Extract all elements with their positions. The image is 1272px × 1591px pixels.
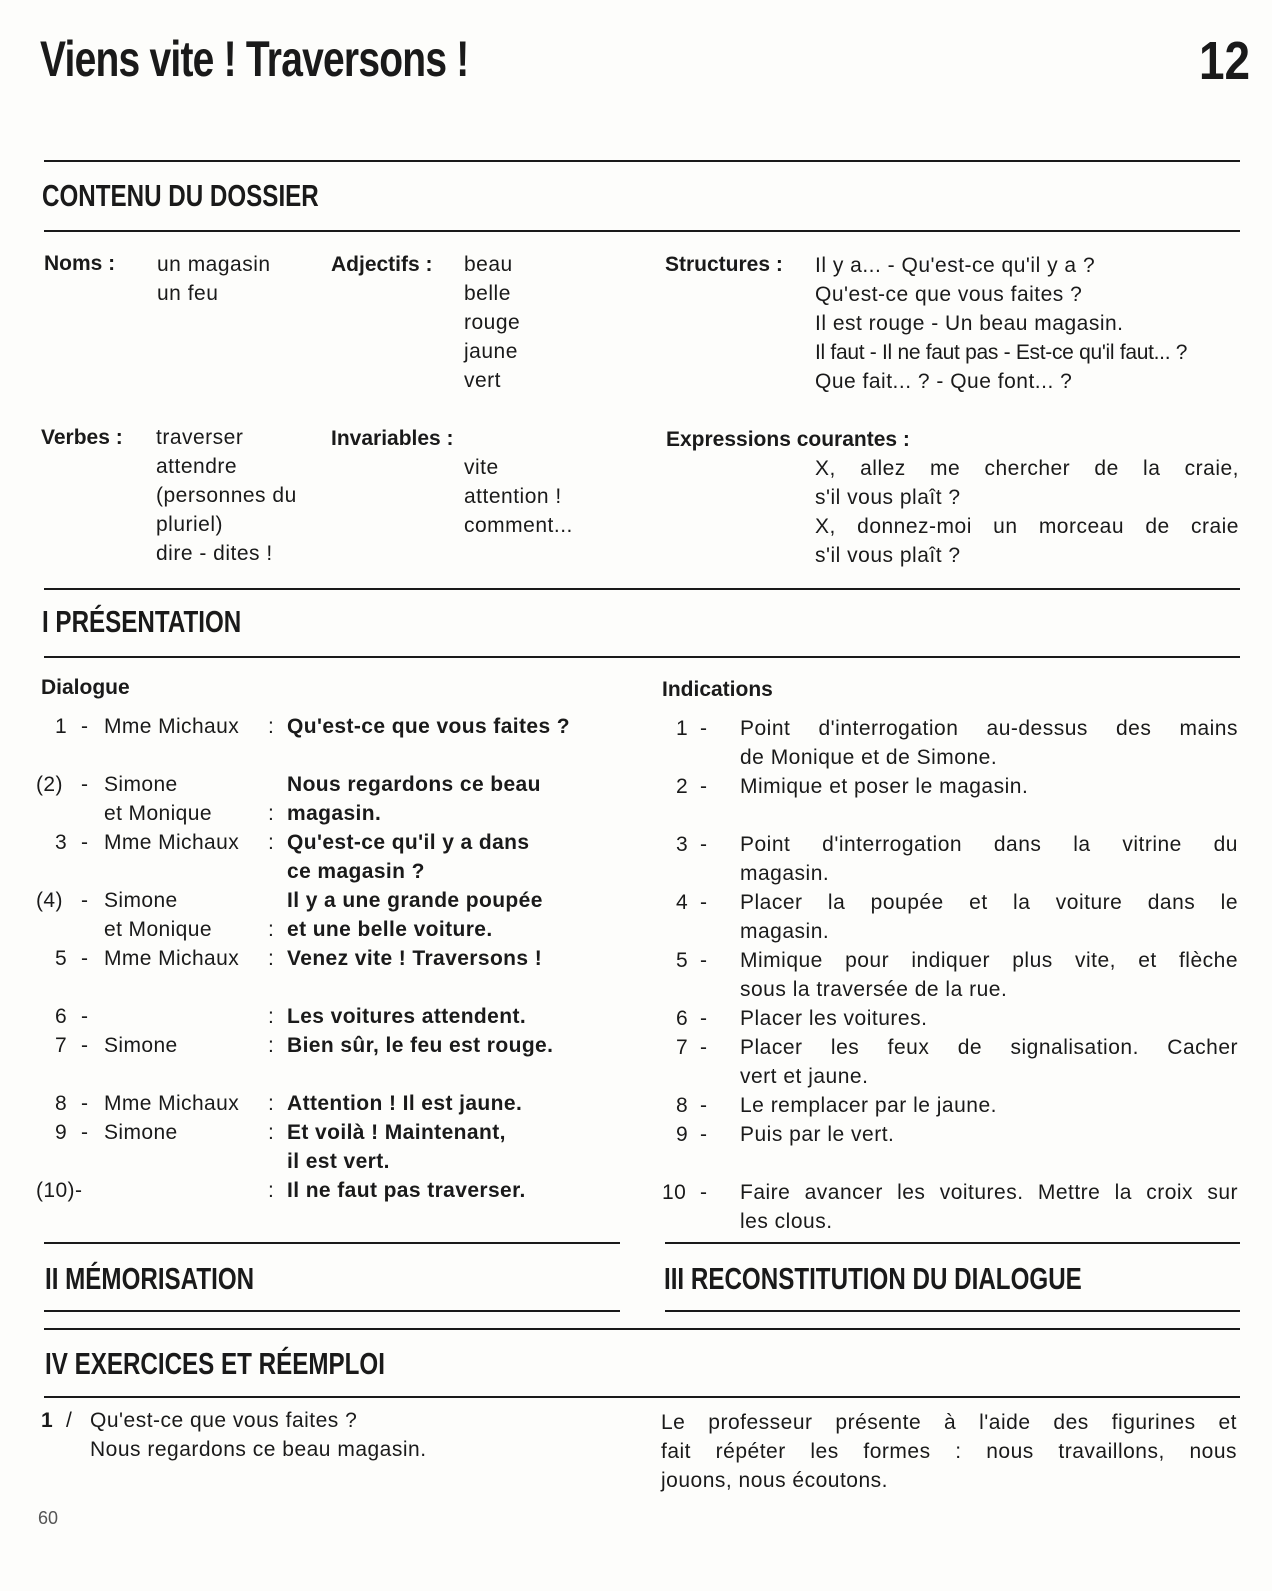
list-item: s'il vous plaît ?: [815, 486, 961, 509]
indication-line: magasin.: [740, 862, 830, 885]
list-item: vert: [464, 369, 502, 392]
indication-number: 6: [676, 1007, 689, 1030]
list-item: comment...: [464, 514, 573, 537]
indication-dash: -: [700, 1036, 708, 1059]
indication-dash: -: [700, 1181, 708, 1204]
list-item: Que fait... ? - Que font... ?: [815, 370, 1073, 393]
dialogue-colon: :: [268, 715, 275, 738]
dialogue-number: 5: [55, 947, 68, 970]
section-heading-contenu: CONTENU DU DOSSIER: [42, 178, 319, 213]
indication-line: Mimique pour indiquer plus vite, et flèche: [740, 949, 1238, 972]
dialogue-speaker: Simone: [104, 1034, 178, 1057]
dialogue-colon: :: [268, 1179, 275, 1202]
list-item: Il faut - Il ne faut pas - Est-ce qu'il faut... ?: [815, 341, 1188, 364]
page-title: Viens vite ! Traversons !: [40, 31, 469, 87]
dialogue-line: il est vert.: [287, 1150, 390, 1173]
indication-line: Mimique et poser le magasin.: [740, 775, 1029, 798]
dialogue-number: 8: [55, 1092, 68, 1115]
dialogue-speaker: Simone: [104, 773, 178, 796]
dialogue-dash: -: [81, 773, 89, 796]
noms-label: Noms :: [44, 252, 116, 275]
dialogue-number: 1: [55, 715, 68, 738]
list-item: traverser: [156, 426, 244, 449]
dialogue-speaker: Simone: [104, 889, 178, 912]
exercise-separator: /: [66, 1409, 73, 1432]
indication-item: [676, 1120, 1238, 1149]
dialogue-line: Les voitures attendent.: [287, 1005, 527, 1028]
indications-label: Indications: [662, 678, 773, 701]
divider: [44, 1310, 620, 1312]
list-item: Il y a... - Qu'est-ce qu'il y a ?: [815, 254, 1096, 277]
indication-number: 1: [676, 717, 689, 740]
dialogue-dash: -: [81, 715, 89, 738]
section-heading-presentation: I PRÉSENTATION: [42, 604, 242, 639]
list-item: Il est rouge - Un beau magasin.: [815, 312, 1124, 335]
list-item: rouge: [464, 311, 521, 334]
adjectifs-label: Adjectifs :: [331, 253, 433, 276]
dialogue-dash: -: [81, 1121, 89, 1144]
indication-line: magasin.: [740, 920, 830, 943]
dialogue-number: 6: [55, 1005, 68, 1028]
invariables-list: [464, 453, 573, 540]
expressions-list: [815, 454, 1239, 570]
dialogue-line: ce magasin ?: [287, 860, 425, 883]
indication-line: Placer la poupée et la voiture dans le: [740, 891, 1238, 914]
indication-item: [676, 1091, 1238, 1120]
chapter-number: 12: [1198, 31, 1250, 91]
indication-line: Puis par le vert.: [740, 1123, 895, 1146]
list-item: Nous regardons ce beau magasin.: [90, 1438, 427, 1461]
dialogue-line: Il ne faut pas traverser.: [287, 1179, 526, 1202]
list-item: jaune: [464, 340, 518, 363]
dialogue-colon: :: [268, 1092, 275, 1115]
list-item: beau: [464, 253, 513, 276]
adjectifs-list: [464, 250, 520, 395]
indication-item: [676, 1004, 1238, 1033]
dialogue-speaker: et Monique: [104, 802, 212, 825]
indication-item: [676, 714, 1238, 772]
divider: [44, 656, 1240, 658]
dialogue-line: Bien sûr, le feu est rouge.: [287, 1034, 554, 1057]
indication-item: [662, 1178, 1238, 1236]
indication-dash: -: [700, 833, 708, 856]
section-heading-exercices: IV EXERCICES ET RÉEMPLOI: [45, 1346, 385, 1381]
dialogue-dash: -: [81, 831, 89, 854]
dialogue-line: Venez vite ! Traversons !: [287, 947, 543, 970]
list-item: s'il vous plaît ?: [815, 544, 961, 567]
dialogue-line: et une belle voiture.: [287, 918, 493, 941]
expressions-label: Expressions courantes :: [666, 428, 910, 451]
exercise-number: 1: [41, 1409, 54, 1432]
dialogue-dash: -: [81, 889, 89, 912]
indication-line: Point d'interrogation dans la vitrine du: [740, 833, 1238, 856]
indication-number: 8: [676, 1094, 689, 1117]
section-heading-reconstitution: III RECONSTITUTION DU DIALOGUE: [664, 1261, 1082, 1296]
list-item: X, donnez-moi un morceau de craie: [815, 515, 1239, 538]
indication-number: 5: [676, 949, 689, 972]
dialogue-dash: -: [81, 1092, 89, 1115]
dialogue-line: Qu'est-ce qu'il y a dans: [287, 831, 530, 854]
list-item: X, allez me chercher de la craie,: [815, 457, 1239, 480]
list-item: jouons, nous écoutons.: [661, 1469, 888, 1492]
dialogue-number: 9: [55, 1121, 68, 1144]
dialogue-colon: :: [268, 1034, 275, 1057]
dialogue-line: Et voilà ! Maintenant,: [287, 1121, 506, 1144]
dialogue-number: 3: [55, 831, 68, 854]
divider: [665, 1310, 1240, 1312]
indication-dash: -: [700, 1007, 708, 1030]
list-item: attention !: [464, 485, 562, 508]
noms-list: [157, 250, 271, 308]
indication-number: 10: [662, 1181, 687, 1204]
indication-item: [676, 1033, 1238, 1091]
indication-dash: -: [700, 891, 708, 914]
list-item: vite: [464, 456, 499, 479]
dialogue-row: [0, 799, 1272, 828]
list-item: un feu: [157, 282, 219, 305]
dialogue-line: Nous regardons ce beau: [287, 773, 541, 796]
indication-line: vert et jaune.: [740, 1065, 869, 1088]
dialogue-speaker: Mme Michaux: [104, 831, 240, 854]
indication-dash: -: [700, 717, 708, 740]
folio: 60: [38, 1508, 59, 1528]
dialogue-row: [0, 1147, 1272, 1176]
dialogue-number: (2): [36, 773, 63, 796]
structures-list: [815, 251, 1187, 396]
dialogue-number: (4): [36, 889, 63, 912]
verbes-label: Verbes :: [41, 426, 123, 449]
structures-label: Structures :: [665, 253, 783, 276]
dialogue-colon: :: [268, 802, 275, 825]
dialogue-colon: :: [268, 1005, 275, 1028]
dialogue-dash: -: [81, 947, 89, 970]
dialogue-speaker: Simone: [104, 1121, 178, 1144]
section-heading-memorisation: II MÉMORISATION: [45, 1261, 255, 1296]
divider: [44, 1328, 1240, 1330]
exercise-note: [661, 1408, 1237, 1495]
dialogue-line: magasin.: [287, 802, 382, 825]
indication-item: [676, 946, 1238, 1004]
dialogue-dash: -: [81, 1034, 89, 1057]
list-item: pluriel): [156, 513, 224, 536]
dialogue-number: (10)-: [36, 1179, 83, 1202]
indication-item: [676, 888, 1238, 946]
indication-number: 4: [676, 891, 689, 914]
list-item: Qu'est-ce que vous faites ?: [815, 283, 1083, 306]
indication-number: 2: [676, 775, 689, 798]
list-item: attendre: [156, 455, 238, 478]
indication-dash: -: [700, 1094, 708, 1117]
indication-line: Point d'interrogation au-dessus des mains: [740, 717, 1238, 740]
list-item: belle: [464, 282, 511, 305]
invariables-label: Invariables :: [331, 427, 454, 450]
list-item: Le professeur présente à l'aide des figurines et: [661, 1411, 1237, 1434]
indication-line: Faire avancer les voitures. Mettre la croix sur: [740, 1181, 1238, 1204]
indication-number: 9: [676, 1123, 689, 1146]
indication-number: 7: [676, 1036, 689, 1059]
indication-line: sous la traversée de la rue.: [740, 978, 1008, 1001]
divider: [44, 588, 1240, 590]
list-item: dire - dites !: [156, 542, 273, 565]
list-item: (personnes du: [156, 484, 297, 507]
dialogue-speaker: Mme Michaux: [104, 1092, 240, 1115]
divider: [665, 1242, 1240, 1244]
dialogue-colon: :: [268, 918, 275, 941]
indication-number: 3: [676, 833, 689, 856]
dialogue-speaker: Mme Michaux: [104, 715, 240, 738]
dialogue-line: Qu'est-ce que vous faites ?: [287, 715, 571, 738]
dialogue-colon: :: [268, 947, 275, 970]
indication-dash: -: [700, 1123, 708, 1146]
dialogue-speaker: et Monique: [104, 918, 212, 941]
divider: [44, 1396, 1240, 1398]
indication-dash: -: [700, 949, 708, 972]
list-item: fait répéter les formes : nous travaillons, nous: [661, 1440, 1237, 1463]
list-item: un magasin: [157, 253, 271, 276]
divider: [44, 160, 1240, 162]
indication-line: les clous.: [740, 1210, 833, 1233]
indication-line: Placer les feux de signalisation. Cacher: [740, 1036, 1238, 1059]
dialogue-line: Il y a une grande poupée: [287, 889, 543, 912]
dialogue-number: 7: [55, 1034, 68, 1057]
indication-dash: -: [700, 775, 708, 798]
dialogue-colon: :: [268, 831, 275, 854]
dialogue-label: Dialogue: [41, 676, 130, 699]
divider: [44, 230, 1240, 232]
indication-item: [676, 830, 1238, 888]
dialogue-speaker: Mme Michaux: [104, 947, 240, 970]
verbes-list: [156, 423, 297, 568]
indication-item: [676, 772, 1238, 801]
divider: [44, 1242, 620, 1244]
dialogue-colon: :: [268, 1121, 275, 1144]
indication-line: de Monique et de Simone.: [740, 746, 998, 769]
list-item: Qu'est-ce que vous faites ?: [90, 1409, 358, 1432]
indication-line: Placer les voitures.: [740, 1007, 928, 1030]
dialogue-dash: -: [81, 1005, 89, 1028]
dialogue-line: Attention ! Il est jaune.: [287, 1092, 523, 1115]
indication-line: Le remplacer par le jaune.: [740, 1094, 997, 1117]
exercise-lines: [90, 1406, 427, 1464]
